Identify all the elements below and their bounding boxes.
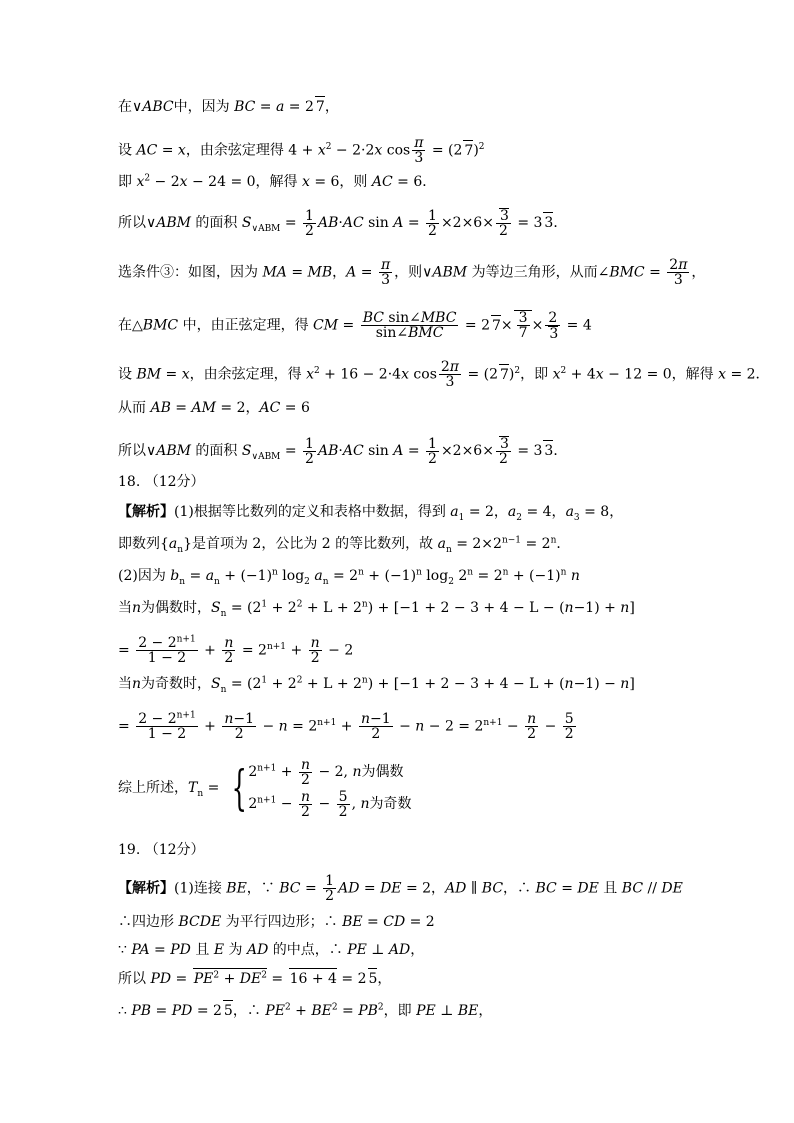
line-11: 【解析】(1)根据等比数列的定义和表格中数据，得到 $a_1 = 2$，$a_2 = 4$，$a_3 = 8$，	[118, 504, 624, 523]
line-16: 当n为奇数时，$S_n = (2^1 + 2^2 + L + 2^n) + [-1 + 2 - 3 + 4 - L + (n-1) - n]$	[118, 675, 635, 695]
line-23: 所以 PD = $PE^2 + DE^2 = 16 + 4 = 2$ 5，	[118, 968, 391, 989]
line-13: (2)因为 $b_n = a_n + (-1)^n$ $\log_2 a_n = 2^n + (-1)^n$ $\log_2 2^n = 2^n + (-1)^n$ n	[118, 567, 580, 587]
problem-18-heading: 18. （12分）	[118, 474, 205, 490]
problem-19-heading: 19. （12分）	[118, 842, 205, 858]
line-6: 在△BMC 中，由正弦定理，得 CM = $\frac{\text{BC sin∠MBC}}{\text{sin∠BMC}}$ = 2 7× $\frac{3}{7}$ × $\frac{2}{3}$ = 4	[118, 309, 592, 342]
line-4: 所以∨ABM 的面积 $S_{\vee ABM}$ = $\frac{1}{2}$ AB·AC sin A = $\frac{1}{2}$ ×2×6× $\frac{3}{2}$ = 3 3．	[118, 207, 568, 239]
line-9: 所以∨ABM 的面积 $S_{\vee ABM}$ = $\frac{1}{2}$ AB·AC sin A = $\frac{1}{2}$ ×2×6× $\frac{3}{2}$ = 3 3．	[118, 435, 568, 467]
line-24: ∴ PB = PD = 2 5，∴ $PE^2 + BE^2 = PB^2$，即 PE ⊥ BE，	[118, 1000, 492, 1021]
line-12: 即数列$\{a_n\}$是首项为 2，公比为 2 的等比数列，故 $a_n = 2\times 2^{n-1} = 2^n$．	[118, 535, 571, 555]
line-2: 设 AC = x，由余弦定理得 $4 + x^2 - 2\cdot 2x$ cos $\frac{\pi}{3}$ = (2 7)$^2$	[118, 135, 485, 166]
line-7: 设 BM = x，由余弦定理，得 $x^2 + 16 - 2\cdot 4x$ cos $\frac{2\pi}{3}$ = (2 7)$^2$，即 $x^2 + 4x - 12 = 0$，解得 x = 2．	[118, 359, 770, 390]
line-22: ∵ PA = PD 且 E 为 AD 的中点，∴ PE ⊥ AD，	[118, 942, 425, 958]
line-15: = $\frac{2 - 2^{n+1}}{1 - 2}$ + $\frac{n}{2}$ = $2^{n+1}$ + $\frac{n}{2}$ − 2	[118, 634, 354, 666]
line-14: 当n为偶数时，$S_n = (2^1 + 2^2 + L + 2^n) + [-1 + 2 - 3 + 4 - L - (n-1) + n]$	[118, 599, 635, 619]
line-3: 即 $x^2 - 2x - 24 = 0$，解得 x = 6，则 AC = 6．	[118, 173, 437, 190]
line-21: ∴四边形 BCDE 为平行四边形；∴ BE = CD = 2	[118, 914, 435, 930]
line-17: = $\frac{2 - 2^{n+1}}{1 - 2}$ + $\frac{n-1}{2}$ − $n = 2^{n+1}$ + $\frac{n-1}{2}$ − $n - 2 = 2^{n+1}$ − $\frac{n}{2}$ − $\frac{5}{2}$	[118, 710, 574, 742]
line-20: 【解析】(1)连接 BE，∵ BC = $\frac{1}{2}$ AD = DE = 2，AD ∥ BC，∴ BC = DE 且 BC // DE	[118, 873, 683, 904]
line-5: 选条件③：如图，因为 MA = MB，A = $\frac{\pi}{3}$ ，则∨ABM 为等边三角形，从而∠BMC = $\frac{2\pi}{3}$ ，	[118, 257, 706, 288]
line-1: 在∨ABC中，因为 BC = a = 2 7，	[118, 96, 339, 117]
line-8: 从而 AB = AM = 2，AC = 6	[118, 400, 310, 416]
line-18: 综上所述，$T_n$ = { $2^{n+1}$ + $\frac{n}{2}$ − 2, n为偶数 $2^{n+1}$ − $\frac{n}{2}$ − $\frac{5}{2}$ , n为奇数	[118, 756, 412, 820]
